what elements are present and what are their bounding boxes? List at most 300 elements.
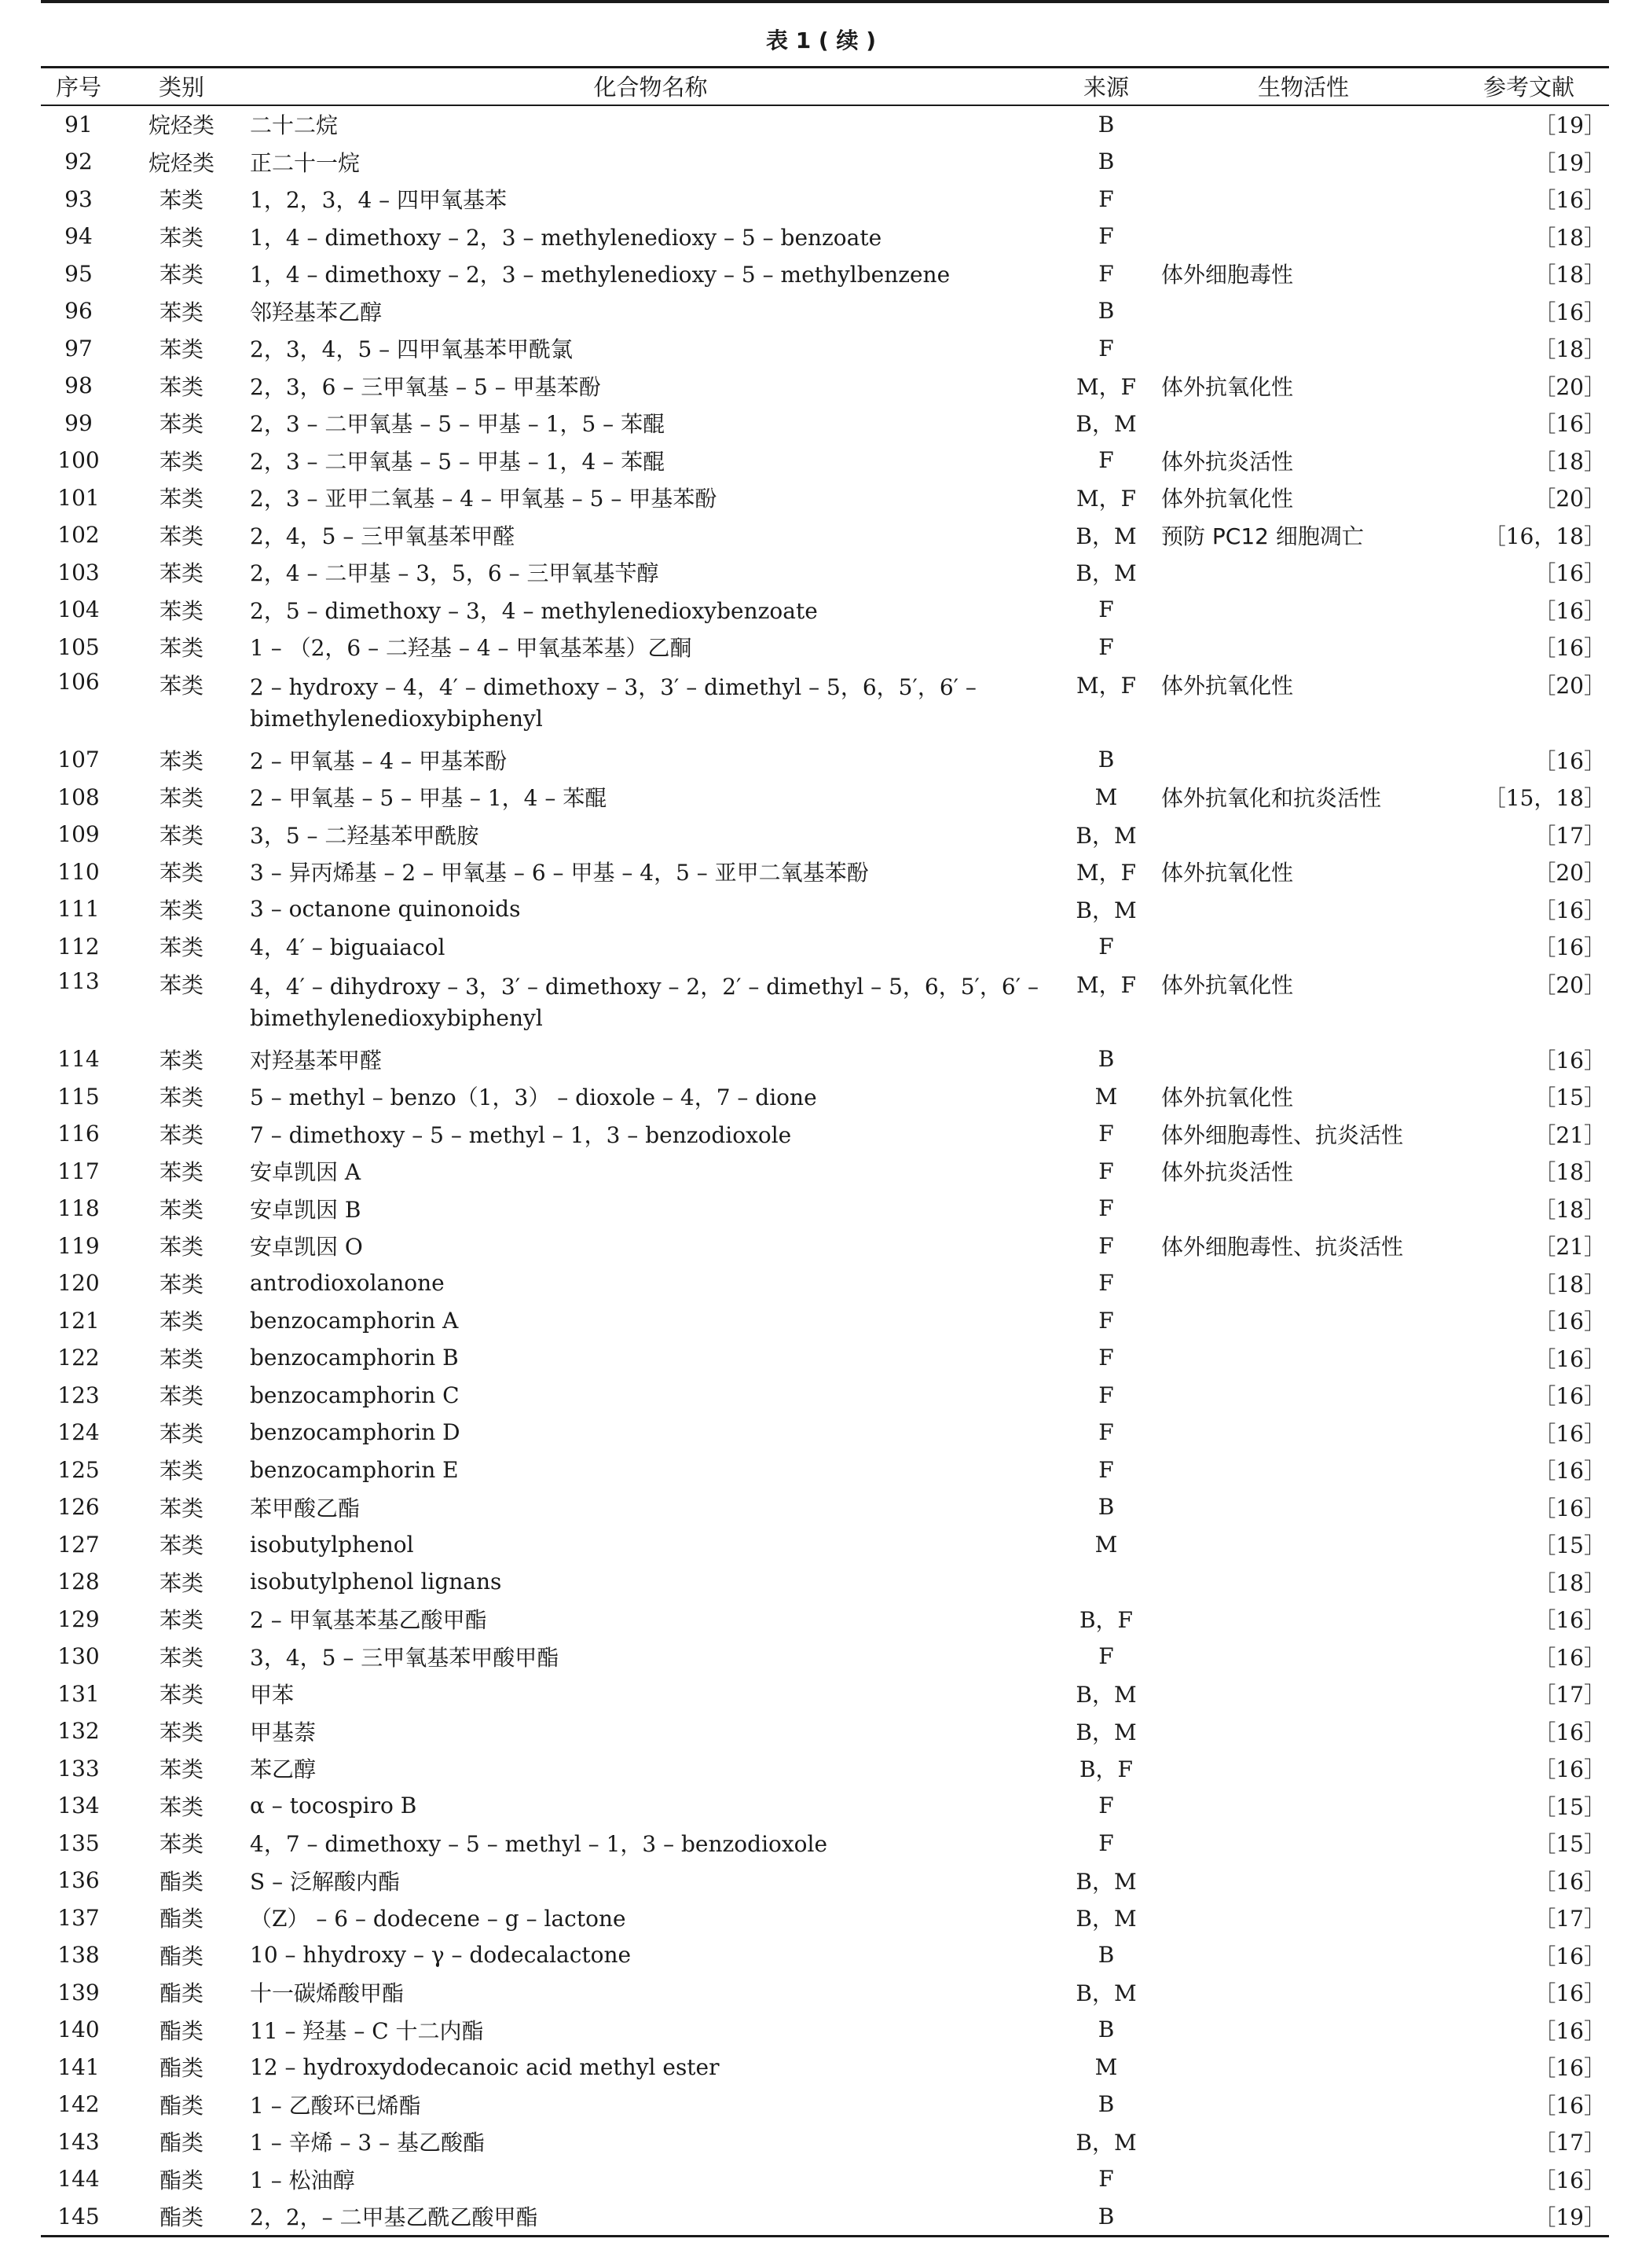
compound-name: 2，3，4，5 – 四甲氧基苯甲酰氯 [250, 336, 574, 363]
compound-name: 安卓凯因 B [250, 1196, 361, 1223]
compound-category: 烷烃类 [148, 149, 214, 176]
reference: ［16］ [1534, 411, 1606, 438]
bioactivity [1158, 2049, 1449, 2086]
table-row [41, 292, 1609, 330]
compound-number: 101 [57, 484, 100, 511]
compound-number: 111 [57, 896, 100, 923]
table-row [41, 442, 1609, 479]
compound-category: 苯类 [159, 1532, 203, 1559]
reference: ［19］ [1534, 112, 1606, 139]
table-row [41, 2086, 1609, 2123]
compound-number: 120 [57, 1270, 100, 1297]
compound-number: 91 [64, 111, 93, 138]
compound-category: 苯类 [159, 1383, 203, 1410]
bioactivity [1158, 1488, 1449, 1526]
compound-name: 2，3 – 二甲氧基 – 5 – 甲基 – 1，4 – 苯醌 [250, 448, 665, 475]
bioactivity: 体外抗炎活性 [1161, 1159, 1294, 1186]
compound-source: F [1098, 1270, 1114, 1297]
bioactivity [1158, 1899, 1449, 1937]
reference: ［17］ [1534, 1906, 1606, 1932]
reference: ［21］ [1534, 1234, 1606, 1261]
compound-category: 苯类 [159, 224, 203, 251]
compound-category: 苯类 [159, 299, 203, 325]
bioactivity: 预防 PC12 细胞凋亡 [1161, 523, 1364, 549]
bioactivity [1158, 1563, 1449, 1601]
reference: ［17］ [1534, 1682, 1606, 1708]
bioactivity [1158, 105, 1449, 144]
compound-name: 安卓凯因 O [250, 1234, 363, 1261]
table-row [41, 330, 1609, 368]
compound-category: 苯类 [159, 411, 203, 438]
compound-category: 酯类 [159, 1943, 203, 1969]
table-row [41, 779, 1609, 817]
compound-category: 酯类 [159, 2092, 203, 2119]
compound-category: 苯类 [159, 1234, 203, 1261]
table-row [41, 218, 1609, 255]
compound-name: 1 – 松油醇 [250, 2167, 355, 2193]
compound-name: α – tocospiro B [250, 1793, 417, 1819]
compound-number: 104 [57, 596, 100, 623]
compound-number: 106 [57, 669, 100, 695]
reference: ［18］ [1534, 224, 1606, 251]
compound-name: 1，4 – dimethoxy – 2，3 – methylenedioxy – 5 – benzoate [250, 224, 882, 251]
compound-category: 苯类 [159, 1495, 203, 1521]
compound-number: 136 [57, 1867, 100, 1894]
bioactivity: 体外抗炎活性 [1161, 448, 1294, 475]
compound-name: 3 – octanone quinonoids [250, 896, 521, 923]
bioactivity [1158, 1974, 1449, 2012]
table-row [41, 105, 1609, 144]
compound-category: 苯类 [159, 860, 203, 886]
reference: ［18］ [1534, 448, 1606, 475]
compound-category: 苯类 [159, 1756, 203, 1783]
compound-name: 1 – （2，6 – 二羟基 – 4 – 甲氧基苯基）乙酮 [250, 635, 692, 662]
compound-category: 苯类 [159, 972, 203, 998]
reference: ［16］ [1534, 2017, 1606, 2044]
compound-source [1054, 1563, 1158, 1601]
bioactivity: 体外抗氧化性 [1161, 1084, 1294, 1111]
bioactivity [1158, 1377, 1449, 1415]
table-row [41, 1750, 1609, 1788]
compound-number: 137 [57, 1904, 100, 1931]
reference: ［18］ [1534, 1569, 1606, 1596]
compound-name: 安卓凯因 A [250, 1159, 361, 1186]
compound-number: 141 [57, 2053, 100, 2080]
compound-source: B，M [1076, 897, 1137, 923]
reference: ［16］ [1534, 934, 1606, 961]
compound-number: 124 [57, 1419, 100, 1446]
table-row [41, 853, 1609, 891]
compound-name: 2，3 – 亚甲二氧基 – 4 – 甲氧基 – 5 – 甲基苯酚 [250, 486, 717, 512]
col-header-activity: 生物活性 [1158, 68, 1449, 105]
compound-source: B [1098, 1494, 1115, 1521]
compound-source: B，F [1079, 1756, 1133, 1783]
table-row [41, 1712, 1609, 1750]
compound-name: 2，4，5 – 三甲氧基苯甲醛 [250, 523, 515, 549]
table-row [41, 1190, 1609, 1228]
compound-number: 109 [57, 821, 100, 848]
compound-source: B，M [1076, 2130, 1137, 2156]
reference: ［16］ [1534, 1383, 1606, 1410]
reference: ［16］ [1534, 1345, 1606, 1372]
reference: ［16］ [1534, 747, 1606, 774]
compound-name: 4，7 – dimethoxy – 5 – methyl – 1，3 – benzodioxole [250, 1831, 828, 1858]
compound-source: B [1098, 149, 1115, 175]
compound-source: M [1094, 2053, 1118, 2080]
compound-source: F [1098, 1419, 1114, 1446]
bioactivity [1158, 1601, 1449, 1639]
reference: ［16］ [1534, 1644, 1606, 1671]
compound-number: 118 [57, 1195, 100, 1222]
compound-name: 2，4 – 二甲基 – 3，5，6 – 三甲氧基苄醇 [250, 560, 659, 587]
compound-name: benzocamphorin E [250, 1456, 459, 1483]
compound-source: F [1098, 1829, 1114, 1856]
table-row [41, 1339, 1609, 1377]
table-row [41, 1264, 1609, 1302]
bioactivity [1158, 890, 1449, 928]
compound-source: M [1094, 1531, 1118, 1558]
compound-category: 苯类 [159, 1682, 203, 1708]
col-header-no: 序号 [41, 68, 116, 105]
compound-name: 3，4，5 – 三甲氧基苯甲酸甲酯 [250, 1644, 559, 1671]
reference: ［18］ [1534, 1271, 1606, 1297]
compound-source: F [1098, 1643, 1114, 1670]
bioactivity: 体外细胞毒性、抗炎活性 [1161, 1234, 1404, 1261]
bioactivity: 体外抗氧化性 [1161, 373, 1294, 400]
compound-source: F [1098, 1345, 1114, 1371]
compound-name: 2 – 甲氧基 – 5 – 甲基 – 1，4 – 苯醌 [250, 785, 607, 812]
reference: ［16，18］ [1483, 523, 1606, 549]
reference: ［21］ [1534, 1121, 1606, 1148]
compound-source: F [1098, 447, 1114, 474]
compound-name: isobutylphenol [250, 1531, 414, 1558]
bioactivity [1158, 1712, 1449, 1750]
compound-source: B，M [1076, 523, 1137, 549]
compound-category: 苯类 [159, 1719, 203, 1745]
compound-category: 苯类 [159, 1047, 203, 1073]
reference: ［16］ [1534, 1719, 1606, 1745]
bioactivity [1158, 1264, 1449, 1302]
compound-category: 酯类 [159, 1980, 203, 2007]
compound-category: 苯类 [159, 747, 203, 774]
compound-category: 苯类 [159, 1345, 203, 1372]
compound-source: B [1054, 2198, 1158, 2237]
table-row [41, 741, 1609, 779]
compound-name: 2，3 – 二甲氧基 – 5 – 甲基 – 1，5 – 苯醌 [250, 411, 665, 438]
bioactivity [1158, 218, 1449, 255]
compound-name: benzocamphorin D [250, 1419, 460, 1446]
bioactivity: 体外细胞毒性 [1161, 262, 1294, 288]
table-row [41, 516, 1609, 554]
compound-name: benzocamphorin A [250, 1307, 459, 1334]
reference: ［16］ [1534, 1607, 1606, 1634]
compound-category: 苯类 [159, 448, 203, 475]
compound-source: F [1098, 933, 1114, 960]
table-row [41, 1862, 1609, 1899]
compound-name: 5 – methyl – benzo（1，3） – dioxole – 4，7 – dione [250, 1084, 817, 1111]
compound-number: 117 [57, 1158, 100, 1184]
compound-source: F [1098, 1195, 1114, 1222]
compound-source: M [1094, 1083, 1118, 1110]
table-row [41, 1899, 1609, 1937]
table-row [41, 255, 1609, 293]
bioactivity [1158, 1787, 1449, 1825]
compound-name: benzocamphorin C [250, 1382, 460, 1408]
compound-category: 酯类 [159, 1906, 203, 1932]
compound-source: M，F [1076, 486, 1137, 512]
compound-category: 苯类 [159, 1458, 203, 1484]
reference: ［15］ [1534, 1084, 1606, 1111]
bioactivity [1158, 629, 1449, 666]
reference: ［15］ [1534, 1831, 1606, 1858]
compound-number: 107 [57, 747, 100, 773]
compound-name: S – 泛解酸内酯 [250, 1868, 400, 1895]
compound-name: 1 – 辛烯 – 3 – 基乙酸酯 [250, 2130, 486, 2156]
compound-name: 正二十一烷 [250, 149, 361, 176]
compound-category: 酯类 [116, 2198, 247, 2237]
compound-category: 苯类 [159, 336, 203, 363]
compound-source: B，M [1076, 1980, 1137, 2007]
bioactivity [1158, 181, 1449, 218]
compound-source: B [1098, 2091, 1115, 2118]
compound-source: F [1098, 1232, 1114, 1259]
compound-number: 143 [57, 2128, 100, 2155]
compound-name: 2 – 甲氧基 – 4 – 甲基苯酚 [250, 747, 508, 774]
compound-name: benzocamphorin B [250, 1345, 459, 1371]
compound-name: 7 – dimethoxy – 5 – methyl – 1，3 – benzodioxole [250, 1121, 792, 1148]
compound-number: 94 [64, 223, 93, 250]
compound-source: F [1098, 223, 1114, 250]
reference: ［19］ [1449, 2198, 1609, 2237]
compound-category: 苯类 [159, 523, 203, 549]
reference: ［16］ [1534, 1943, 1606, 1969]
table-row [41, 554, 1609, 592]
compound-name: 3，5 – 二羟基苯甲酰胺 [250, 822, 479, 849]
reference: ［16］ [1534, 1308, 1606, 1335]
table-row [41, 2049, 1609, 2086]
compound-number: 139 [57, 1979, 100, 2006]
table-row [41, 1302, 1609, 1340]
table-row [41, 1414, 1609, 1451]
compound-category: 苯类 [159, 262, 203, 288]
compound-source: B，M [1076, 1868, 1137, 1895]
compound-source: B，M [1076, 411, 1137, 438]
bioactivity [1158, 1936, 1449, 1974]
compound-source: B [1098, 1942, 1115, 1969]
table-row [41, 2011, 1609, 2049]
bioactivity: 体外抗氧化性 [1161, 860, 1294, 886]
reference: ［17］ [1534, 822, 1606, 849]
bioactivity [1158, 554, 1449, 592]
table-row [41, 965, 1609, 1040]
bioactivity [1158, 1190, 1449, 1228]
compound-category: 苯类 [159, 822, 203, 849]
table-caption: 表 1 ( 续 ) [765, 28, 877, 53]
reference: ［16］ [1534, 1495, 1606, 1521]
compound-number: 140 [57, 2017, 100, 2043]
compound-number: 122 [57, 1345, 100, 1371]
compound-category: 苯类 [159, 897, 203, 923]
compound-number: 128 [57, 1569, 100, 1595]
compound-source: M，F [1076, 373, 1137, 400]
reference: ［16］ [1534, 635, 1606, 662]
table-row [41, 2123, 1609, 2161]
compound-number: 126 [57, 1494, 100, 1521]
compound-name: 对羟基苯甲醛 [250, 1047, 383, 1073]
reference: ［15，18］ [1483, 785, 1606, 812]
compound-source: B [1098, 111, 1115, 138]
reference: ［16］ [1534, 1420, 1606, 1447]
compound-name: 4，4′ – biguaiacol [250, 934, 445, 961]
compound-number: 123 [57, 1382, 100, 1408]
compound-category: 酯类 [159, 2167, 203, 2193]
compound-source: F [1098, 185, 1114, 212]
compound-name: （Z） – 6 – dodecene – g – lactone [250, 1906, 626, 1932]
compound-name: 1，2，3，4 – 四甲氧基苯 [250, 187, 508, 214]
table-row [41, 1936, 1609, 1974]
compound-number: 121 [57, 1307, 100, 1334]
table-row [41, 1488, 1609, 1526]
compound-source: B [1098, 747, 1115, 773]
compound-name: 甲苯 [250, 1682, 295, 1708]
compound-source: F [1098, 335, 1114, 361]
compound-category: 烷烃类 [148, 112, 214, 139]
compound-number: 132 [57, 1718, 100, 1745]
table-row [41, 666, 1609, 741]
reference: ［20］ [1534, 486, 1606, 512]
compound-category: 酯类 [159, 2055, 203, 2082]
reference: ［19］ [1534, 149, 1606, 176]
compound-name: 10 – hhydroxy – γ – dodecalactone [250, 1942, 632, 1969]
compound-number: 108 [57, 784, 100, 810]
table-row [41, 405, 1609, 442]
table-row [41, 1825, 1609, 1862]
compound-name: 2 – hydroxy – 4，4′ – dimethoxy – 3，3′ – dimethyl – 5，6，5′，6′ – bimethylenedioxybiphenyl [250, 674, 977, 732]
table-row [41, 928, 1609, 966]
compound-number: 131 [57, 1680, 100, 1707]
compound-number: 112 [57, 933, 100, 960]
compound-number: 110 [57, 858, 100, 885]
table-row [41, 629, 1609, 666]
compound-source: B [1098, 2017, 1115, 2043]
compound-name: 12 – hydroxydodecanoic acid methyl ester [250, 2053, 720, 2080]
compound-number: 135 [57, 1829, 100, 1856]
compound-number: 119 [57, 1232, 100, 1259]
bioactivity [1158, 816, 1449, 853]
bioactivity [1158, 1750, 1449, 1788]
table-row [41, 816, 1609, 853]
compound-number: 98 [64, 372, 93, 399]
reference: ［20］ [1534, 860, 1606, 886]
reference: ［16］ [1534, 1980, 1606, 2007]
table-row [41, 143, 1609, 181]
compound-number: 142 [57, 2091, 100, 2118]
col-header-name: 化合物名称 [247, 68, 1054, 105]
reference: ［16］ [1534, 2055, 1606, 2082]
compound-category: 苯类 [159, 597, 203, 624]
compound-category: 苯类 [159, 1420, 203, 1447]
compound-source: M，F [1076, 972, 1137, 998]
bioactivity [1158, 292, 1449, 330]
compound-number: 92 [64, 149, 93, 175]
compound-name: 2，2，– 二甲基乙酰乙酸甲酯 [247, 2198, 1054, 2237]
bioactivity [1158, 143, 1449, 181]
bioactivity: 体外抗氧化性 [1161, 673, 1294, 699]
bioactivity [1158, 591, 1449, 629]
compound-number: 134 [57, 1793, 100, 1819]
compound-category: 苯类 [159, 1308, 203, 1335]
bioactivity [1158, 1526, 1449, 1564]
top-rule [41, 0, 1609, 3]
compound-name: 11 – 羟基 – C 十二内酯 [250, 2017, 484, 2044]
compound-name: 2，5 – dimethoxy – 3，4 – methylenedioxybenzoate [250, 597, 818, 624]
compound-category: 苯类 [159, 486, 203, 512]
compound-name: antrodioxolanone [250, 1270, 445, 1297]
reference: ［20］ [1534, 673, 1606, 699]
table-row [41, 1563, 1609, 1601]
compound-number: 116 [57, 1121, 100, 1147]
compound-source: B [1098, 1046, 1115, 1073]
compound-name: 邻羟基苯乙醇 [250, 299, 383, 325]
table-row [41, 479, 1609, 517]
bioactivity [1158, 2160, 1449, 2198]
table-row [41, 591, 1609, 629]
compound-number: 125 [57, 1456, 100, 1483]
compound-name: 4，4′ – dihydroxy – 3，3′ – dimethoxy – 2，2′ – dimethyl – 5，6，5′，6′ – bimethylenedioxybiphenyl [250, 974, 1039, 1031]
compound-category: 苯类 [159, 1121, 203, 1148]
compound-source: B，M [1076, 1906, 1137, 1932]
compound-category: 苯类 [159, 1569, 203, 1596]
compound-category: 苯类 [159, 1271, 203, 1297]
bioactivity [1158, 1451, 1449, 1489]
compound-number: 105 [57, 633, 100, 660]
reference: ［16］ [1534, 2092, 1606, 2119]
reference: ［16］ [1534, 560, 1606, 587]
compound-number: 99 [64, 409, 93, 436]
compound-number: 133 [57, 1755, 100, 1782]
bioactivity: 体外抗氧化性 [1161, 486, 1294, 512]
table-row [41, 1787, 1609, 1825]
table-row [41, 2198, 1609, 2237]
compound-number: 95 [64, 260, 93, 287]
compound-number: 129 [57, 1606, 100, 1632]
compound-name: 苯甲酸乙酯 [250, 1495, 361, 1521]
table-row [41, 367, 1609, 405]
reference: ［18］ [1534, 1159, 1606, 1186]
compound-number: 145 [41, 2198, 116, 2237]
compound-number: 115 [57, 1083, 100, 1110]
reference: ［16］ [1534, 2167, 1606, 2193]
compound-source: F [1098, 1456, 1114, 1483]
compound-category: 苯类 [159, 1159, 203, 1186]
compound-source: F [1098, 1307, 1114, 1334]
compound-name: isobutylphenol lignans [250, 1569, 502, 1595]
compound-category: 苯类 [159, 373, 203, 400]
compound-category: 苯类 [159, 1793, 203, 1820]
compound-number: 114 [57, 1046, 100, 1073]
bioactivity [1158, 1040, 1449, 1078]
reference: ［20］ [1534, 373, 1606, 400]
compound-source: B，M [1076, 560, 1137, 587]
compound-number: 93 [64, 185, 93, 212]
table-row [41, 1451, 1609, 1489]
table-row [41, 1078, 1609, 1116]
reference: ［18］ [1534, 262, 1606, 288]
reference: ［15］ [1534, 1793, 1606, 1820]
compound-source: F [1098, 596, 1114, 623]
bioactivity [1158, 1675, 1449, 1713]
table-row [41, 1377, 1609, 1415]
